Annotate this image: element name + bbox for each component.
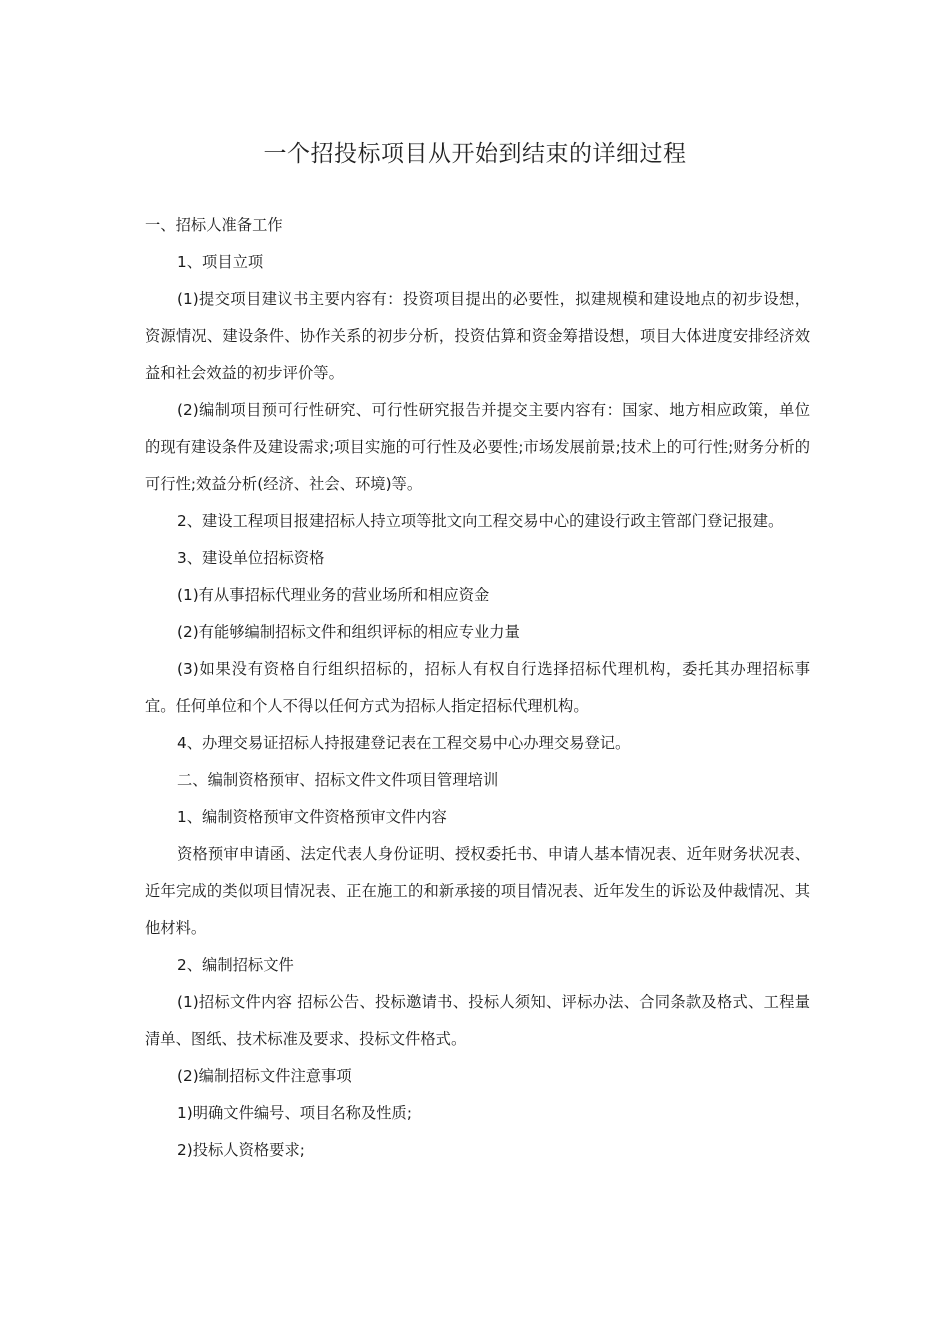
list-item: (2)有能够编制招标文件和组织评标的相应专业力量 <box>177 623 520 641</box>
document-title: 一个招投标项目从开始到结束的详细过程 <box>263 141 687 167</box>
section-heading-2: 二、编制资格预审、招标文件文件项目管理培训 <box>177 771 499 789</box>
subsection-heading: 1、项目立项 <box>177 253 264 271</box>
paragraph: 资格预审申请函、法定代表人身份证明、授权委托书、申请人基本情况表、近年财务状况表、近年完成的类似项目情况表、正在施工的和新承接的项目情况表、近年发生的诉讼及仲裁情况、其他材料。 <box>145 845 810 937</box>
subsection-heading: 1、编制资格预审文件资格预审文件内容 <box>177 808 447 826</box>
list-item: 1)明确文件编号、项目名称及性质; <box>177 1104 413 1122</box>
list-item: (2)编制招标文件注意事项 <box>177 1067 352 1085</box>
paragraph: 4、办理交易证招标人持报建登记表在工程交易中心办理交易登记。 <box>177 734 631 752</box>
list-item: (3)如果没有资格自行组织招标的，招标人有权自行选择招标代理机构，委托其办理招标事宜。任何单位和个人不得以任何方式为招标人指定招标代理机构。 <box>145 660 810 715</box>
subsection-heading: 2、编制招标文件 <box>177 956 294 974</box>
list-item: (1)招标文件内容 招标公告、投标邀请书、投标人须知、评标办法、合同条款及格式、工程量清单、图纸、技术标准及要求、投标文件格式。 <box>145 993 810 1048</box>
list-item: 2)投标人资格要求; <box>177 1141 305 1159</box>
paragraph: (2)编制项目预可行性研究、可行性研究报告并提交主要内容有：国家、地方相应政策，单位的现有建设条件及建设需求;项目实施的可行性及必要性;市场发展前景;技术上的可行性;财务分析的可行性;效益分析(经济、社会、环境)等。 <box>145 401 810 493</box>
section-heading-1: 一、招标人准备工作 <box>145 216 283 234</box>
list-item: (1)有从事招标代理业务的营业场所和相应资金 <box>177 586 490 604</box>
paragraph: 2、建设工程项目报建招标人持立项等批文向工程交易中心的建设行政主管部门登记报建。 <box>177 512 784 530</box>
paragraph: (1)提交项目建议书主要内容有：投资项目提出的必要性，拟建规模和建设地点的初步设想，资源情况、建设条件、协作关系的初步分析，投资估算和资金筹措设想，项目大体进度安排经济效益和社会效益的初步评价等。 <box>145 290 810 382</box>
subsection-heading: 3、建设单位招标资格 <box>177 549 325 567</box>
document-body <box>145 207 810 1169</box>
